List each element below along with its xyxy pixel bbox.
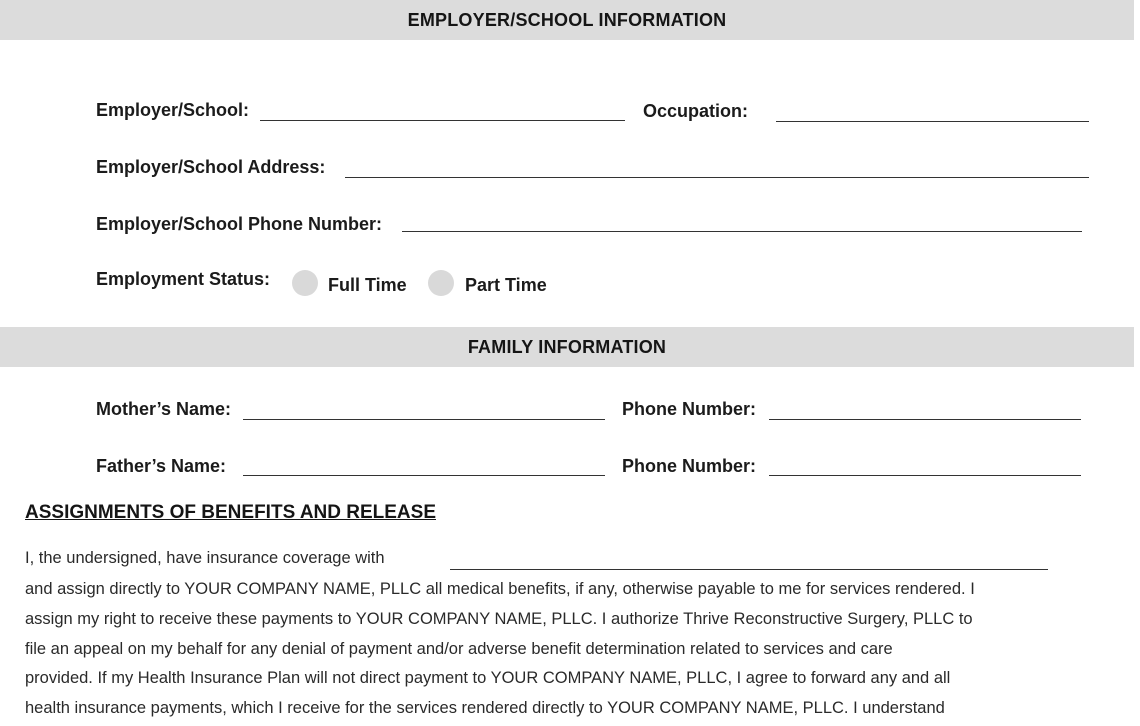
mother-phone-field[interactable] [769, 419, 1081, 420]
assignment-intro: I, the undersigned, have insurance coverage with [25, 549, 385, 567]
part-time-radio[interactable] [428, 270, 454, 296]
occupation-field[interactable] [776, 121, 1089, 122]
father-name-label: Father’s Name: [96, 456, 227, 476]
employer-label: Employer/School: [96, 100, 250, 120]
father-name-field[interactable] [243, 475, 605, 476]
assignment-line: and assign directly to YOUR COMPANY NAME, PLLC all medical benefits, if any, otherwise payable to me for services rendered. I [25, 580, 975, 598]
father-phone-field[interactable] [769, 475, 1081, 476]
employer-phone-field[interactable] [402, 231, 1082, 232]
assignment-line: assign my right to receive these payments to YOUR COMPANY NAME, PLLC. I authorize Thrive Reconstructive Surgery, PLLC to [25, 610, 973, 628]
family-section-header [0, 327, 1134, 367]
insurance-company-field[interactable] [450, 569, 1048, 570]
mother-name-field[interactable] [243, 419, 605, 420]
employment-status-label: Employment Status: [96, 269, 271, 289]
assignment-heading: ASSIGNMENTS OF BENEFITS AND RELEASE [25, 502, 436, 523]
employer-address-label: Employer/School Address: [96, 157, 326, 177]
father-phone-label: Phone Number: [622, 456, 757, 476]
assignment-line: file an appeal on my behalf for any denial of payment and/or adverse benefit determination related to services and care [25, 640, 893, 658]
mother-phone-label: Phone Number: [622, 399, 757, 419]
employer-field[interactable] [260, 120, 625, 121]
occupation-label: Occupation: [643, 101, 749, 121]
mother-name-label: Mother’s Name: [96, 399, 232, 419]
assignment-line: health insurance payments, which I receive for the services rendered directly to YOUR COMPANY NAME, PLLC. I understand [25, 699, 945, 717]
employer-section-header [0, 0, 1134, 40]
employer-phone-label: Employer/School Phone Number: [96, 214, 383, 234]
full-time-radio[interactable] [292, 270, 318, 296]
assignment-line: provided. If my Health Insurance Plan will not direct payment to YOUR COMPANY NAME, PLLC, I agree to forward any and all [25, 669, 951, 687]
full-time-label: Full Time [328, 275, 407, 295]
employer-address-field[interactable] [345, 177, 1089, 178]
employer-section-title: EMPLOYER/SCHOOL INFORMATION [407, 9, 727, 30]
part-time-label: Part Time [465, 275, 547, 295]
family-section-title: FAMILY INFORMATION [467, 336, 667, 357]
